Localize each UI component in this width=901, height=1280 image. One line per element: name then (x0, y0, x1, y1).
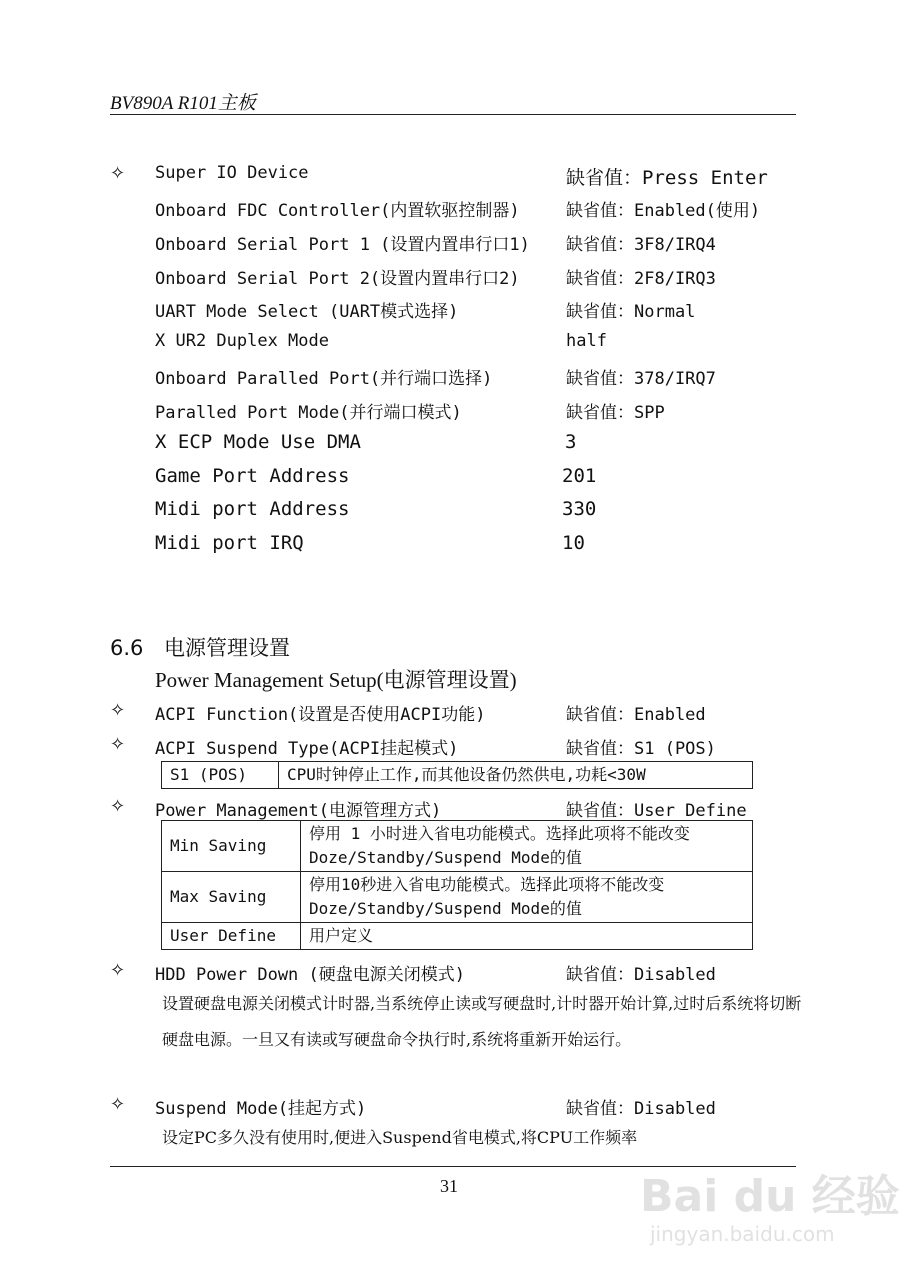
section-number: 6.6 (110, 636, 144, 660)
setting-default: 缺省值：Disabled (566, 1099, 716, 1119)
setting-label: HDD Power Down (硬盘电源关闭模式) (155, 965, 465, 985)
table-row (162, 923, 753, 950)
table-row (162, 872, 753, 923)
setting-label: Onboard Serial Port 1 (设置内置串行口1) (155, 235, 530, 255)
setting-label: Onboard FDC Controller(内置软驱控制器) (155, 201, 520, 221)
setting-label: Super IO Device (155, 163, 309, 183)
setting-label: Suspend Mode(挂起方式) (155, 1099, 367, 1119)
setting-default: 缺省值：Normal (566, 302, 696, 322)
acpi-function-row (110, 700, 790, 728)
setting-label: ACPI Suspend Type(ACPI挂起模式) (155, 739, 459, 759)
page-number: 31 (440, 1176, 458, 1196)
setting-row (110, 331, 790, 359)
setting-label: Onboard Serial Port 2(设置内置串行口2) (155, 269, 520, 289)
option-desc: 停用 1 小时进入省电功能模式。选择此项将不能改变 Doze/Standby/Suspend Mode的值 (301, 821, 753, 872)
setting-label: Midi port Address (155, 498, 350, 520)
setting-default: 缺省值：Enabled (566, 705, 706, 725)
suspend-mode-row (110, 1094, 790, 1122)
option-key: User Define (162, 923, 301, 950)
power-mode-table (161, 820, 753, 950)
setting-default: 缺省值：SPP (566, 403, 665, 423)
setting-row (110, 532, 790, 560)
option-key: Max Saving (162, 872, 301, 923)
setting-label: ACPI Function(设置是否使用ACPI功能) (155, 705, 486, 725)
setting-default: 330 (562, 498, 597, 520)
section-title: 电源管理设置 (164, 636, 290, 660)
section-heading (110, 632, 290, 662)
setting-label: X ECP Mode Use DMA (155, 431, 361, 453)
hdd-description: 设置硬盘电源关闭模式计时器,当系统停止读或写硬盘时,计时器开始计算,过时后系统将切断硬盘电源。一旦又有读或写硬盘命令执行时,系统将重新开始运行。 (162, 994, 802, 1049)
setting-label: Paralled Port Mode(并行端口模式) (155, 403, 462, 423)
setting-default: half (566, 331, 607, 351)
setting-default: 201 (562, 465, 597, 487)
baidu-watermark (640, 1160, 900, 1270)
watermark-logo: Bai du 经验 (640, 1171, 900, 1222)
setting-default: 缺省值：Disabled (566, 965, 716, 985)
diamond-bullet-icon: ✧ (110, 734, 126, 755)
watermark-url: jingyan.baidu.com (650, 1222, 835, 1246)
setting-default: 3 (565, 431, 577, 453)
setting-row (110, 398, 790, 426)
hdd-power-down-row (110, 960, 790, 988)
table-row (162, 821, 753, 872)
diamond-bullet-icon: ✧ (110, 960, 126, 981)
option-desc: 用户定义 (301, 923, 753, 950)
s1-option-table (161, 761, 753, 789)
setting-row (110, 465, 790, 493)
super-io-device-row (110, 163, 790, 191)
setting-default: 缺省值：Press Enter (566, 167, 768, 189)
option-key: S1 (POS) (162, 762, 279, 789)
setting-label: X UR2 Duplex Mode (155, 331, 329, 351)
suspend-description: 设定PC多久没有使用时,便进入Suspend省电模式,将CPU工作频率 (162, 1128, 638, 1147)
setting-row (110, 364, 790, 392)
setting-default: 缺省值：3F8/IRQ4 (566, 235, 716, 255)
acpi-suspend-row (110, 734, 790, 762)
setting-default: 缺省值：S1 (POS) (566, 739, 716, 759)
setting-label: Game Port Address (155, 465, 350, 487)
setting-label: Onboard Paralled Port(并行端口选择) (155, 369, 493, 389)
setting-default: 缺省值：2F8/IRQ3 (566, 269, 716, 289)
diamond-bullet-icon: ✧ (110, 700, 126, 721)
option-desc: 停用10秒进入省电功能模式。选择此项将不能改变 Doze/Standby/Suspend Mode的值 (301, 872, 753, 923)
option-desc: CPU时钟停止工作,而其他设备仍然供电,功耗<30W (279, 762, 753, 789)
setting-row (110, 230, 790, 258)
setting-default: 缺省值：378/IRQ7 (566, 369, 716, 389)
section-subtitle: Power Management Setup(电源管理设置) (155, 668, 517, 692)
header-rule (110, 114, 796, 115)
setting-row (110, 297, 790, 325)
setting-row (110, 431, 790, 459)
setting-row (110, 196, 790, 224)
option-key: Min Saving (162, 821, 301, 872)
setting-label: Midi port IRQ (155, 532, 304, 554)
setting-row (110, 498, 790, 526)
setting-label: Power Management(电源管理方式) (155, 801, 442, 821)
setting-label: UART Mode Select (UART模式选择) (155, 302, 459, 322)
table-row (162, 762, 753, 789)
diamond-bullet-icon: ✧ (110, 796, 126, 817)
setting-default: 缺省值：User Define (566, 801, 747, 821)
header-title: BV890A R101主板 (110, 93, 256, 114)
setting-default: 10 (562, 532, 585, 554)
setting-default: 缺省值：Enabled(使用) (566, 201, 761, 221)
diamond-bullet-icon: ✧ (110, 1094, 126, 1115)
setting-row (110, 264, 790, 292)
diamond-bullet-icon: ✧ (110, 163, 126, 184)
